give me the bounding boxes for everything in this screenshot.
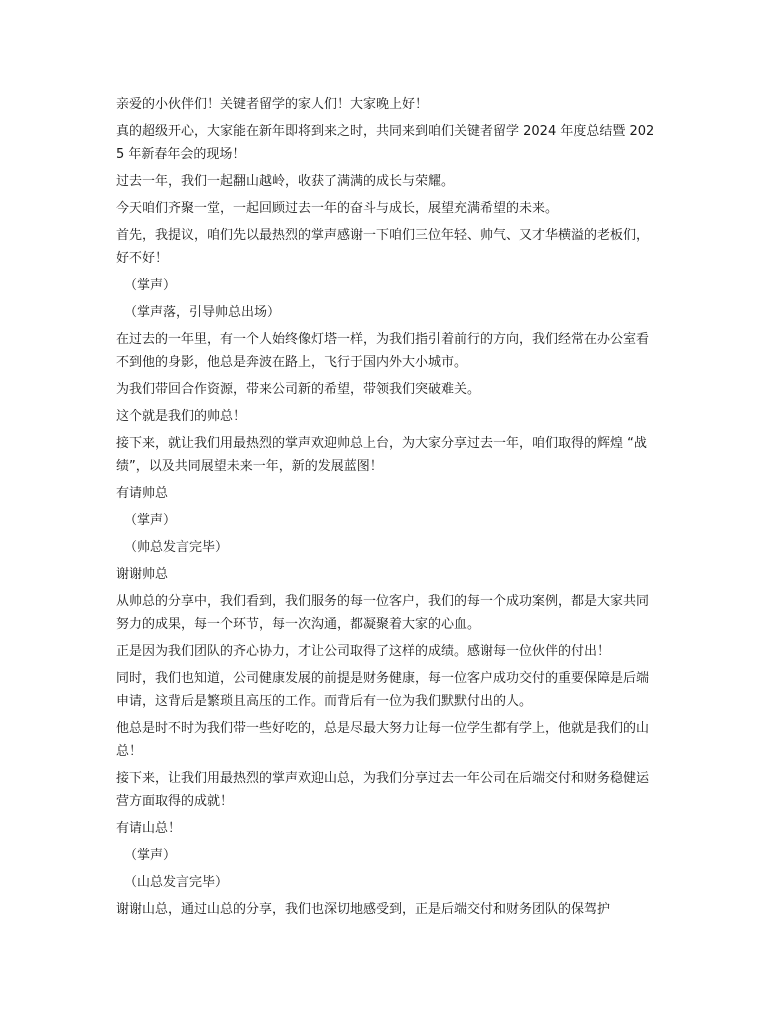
- paragraph-from-sharing: 从帅总的分享中，我们看到，我们服务的每一位客户，我们的每一个成功案例，都是大家共同努力的成果，每一个环节，每一次沟通，都凝聚着大家的心血。: [116, 594, 650, 632]
- stage-direction-applause-3: （掌声）: [124, 848, 177, 863]
- stage-direction-applause: （掌声）: [124, 278, 177, 293]
- document-page: [116, 93, 656, 925]
- stage-direction-shan-done: （山总发言完毕）: [124, 875, 229, 890]
- paragraph-thanks: 谢谢帅总: [116, 567, 169, 582]
- paragraph-snacks: 他总是时不时为我们带一些好吃的，总是尽最大努力让每一位学生都有学上，他就是我们的山总！: [116, 721, 650, 759]
- paragraph-lighthouse: 在过去的一年里，有一个人始终像灯塔一样，为我们指引着前行的方向，我们经常在办公室看不到他的身影，他总是奔波在路上，飞行于国内外大小城市。: [116, 332, 650, 370]
- paragraph-thanks-shan: 谢谢山总，通过山总的分享，我们也深切地感受到，正是后端交付和财务团队的保驾护: [116, 902, 611, 917]
- paragraph-past-year: 过去一年，我们一起翻山越岭，收获了满满的成长与荣耀。: [116, 174, 455, 189]
- paragraph-please-shan: 有请山总！: [116, 821, 182, 836]
- paragraph-gathering: 今天咱们齐聚一堂，一起回顾过去一年的奋斗与成长，展望充满希望的未来。: [116, 201, 559, 216]
- stage-direction-applause-2: （掌声）: [124, 513, 177, 528]
- paragraph-team-effort: 正是因为我们团队的齐心协力，才让公司取得了这样的成绩。感谢每一位伙伴的付出！: [116, 644, 611, 659]
- paragraph-invite-share: 接下来，就让我们用最热烈的掌声欢迎帅总上台，为大家分享过去一年，咱们取得的辉煌 “战绩”，以及共同展望未来一年，新的发展蓝图！: [116, 436, 647, 474]
- paragraph-this-is: 这个就是我们的帅总！: [116, 409, 247, 424]
- paragraph-resources: 为我们带回合作资源，带来公司新的希望，带领我们突破难关。: [116, 382, 481, 397]
- paragraph-please: 有请帅总: [116, 486, 169, 501]
- stage-direction-speech-done: （帅总发言完毕）: [124, 540, 229, 555]
- paragraph-greeting: 亲爱的小伙伴们！关键者留学的家人们！大家晚上好！: [116, 97, 429, 112]
- paragraph-thank-bosses: 首先，我提议，咱们先以最热烈的掌声感谢一下咱们三位年轻、帅气、又才华横溢的老板们，好不好！: [116, 228, 650, 266]
- paragraph-welcome-shan: 接下来，让我们用最热烈的掌声欢迎山总，为我们分享过去一年公司在后端交付和财务稳健运营方面取得的成就！: [116, 771, 650, 809]
- stage-direction-introduce: （掌声落，引导帅总出场）: [124, 305, 281, 320]
- paragraph-welcome: 真的超级开心，大家能在新年即将到来之时，共同来到咱们关键者留学 2024 年度总结暨 2025 年新春年会的现场！: [116, 124, 655, 162]
- paragraph-finance: 同时，我们也知道，公司健康发展的前提是财务健康，每一位客户成功交付的重要保障是后端申请，这背后是繁琐且高压的工作。而背后有一位为我们默默付出的人。: [116, 671, 650, 709]
